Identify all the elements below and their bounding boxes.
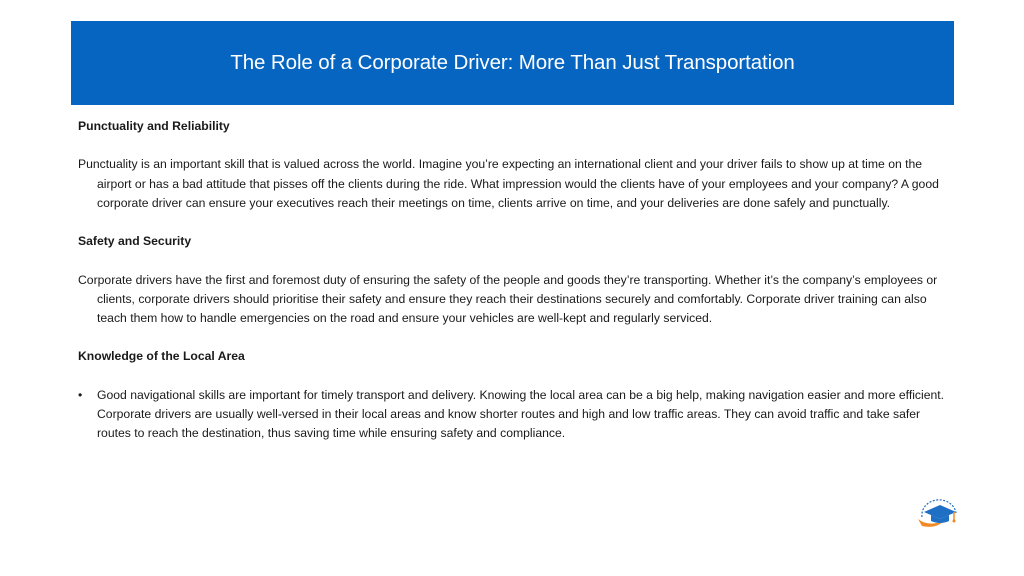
section-heading-safety: Safety and Security (78, 234, 192, 249)
bullet-text: Good navigational skills are important for timely transport and delivery. Knowing the local area can be a big help, making navigation easier and more efficient. Corporate drivers are usually well-versed in their local areas and know shorter routes and high and low traffic areas. They can avoid traffic and take safer routes to reach the destination, thus saving time while ensuring safety and compliance. (97, 387, 945, 441)
section-heading-local-area: Knowledge of the Local Area (78, 349, 245, 364)
spacer (78, 251, 950, 270)
spacer (78, 213, 950, 232)
graduation-cap-logo-icon (914, 497, 962, 531)
section-heading-punctuality: Punctuality and Reliability (78, 119, 230, 133)
spacer (78, 328, 950, 347)
content-area (78, 117, 950, 443)
list-item (78, 386, 950, 444)
paragraph-safety: Corporate drivers have the first and foremost duty of ensuring the safety of the people and goods they’re transporting. Whether it’s the company’s employees or clients, corporate drivers should prioritise their safety and ensure they reach their destinations securely and comfortably. Corporate driver training can also teach them how to handle emergencies on the road and ensure your vehicles are well-kept and regularly serviced. (78, 272, 938, 325)
spacer (78, 367, 950, 386)
spacer (78, 136, 950, 155)
page-title: The Role of a Corporate Driver: More Than Just Transportation (230, 51, 795, 74)
paragraph-punctuality: Punctuality is an important skill that is valued across the world. Imagine you’re expecting an international client and your driver fails to show up at time on the airport or has a bad attitude that pisses off the clients during the ride. What impression would the clients have of your employees and your company? A good corporate driver can ensure your executives reach their meetings on time, clients arrive on time, and your deliveries are done safely and punctually. (78, 157, 939, 210)
title-banner (71, 21, 954, 105)
bullet-icon: • (78, 387, 83, 402)
